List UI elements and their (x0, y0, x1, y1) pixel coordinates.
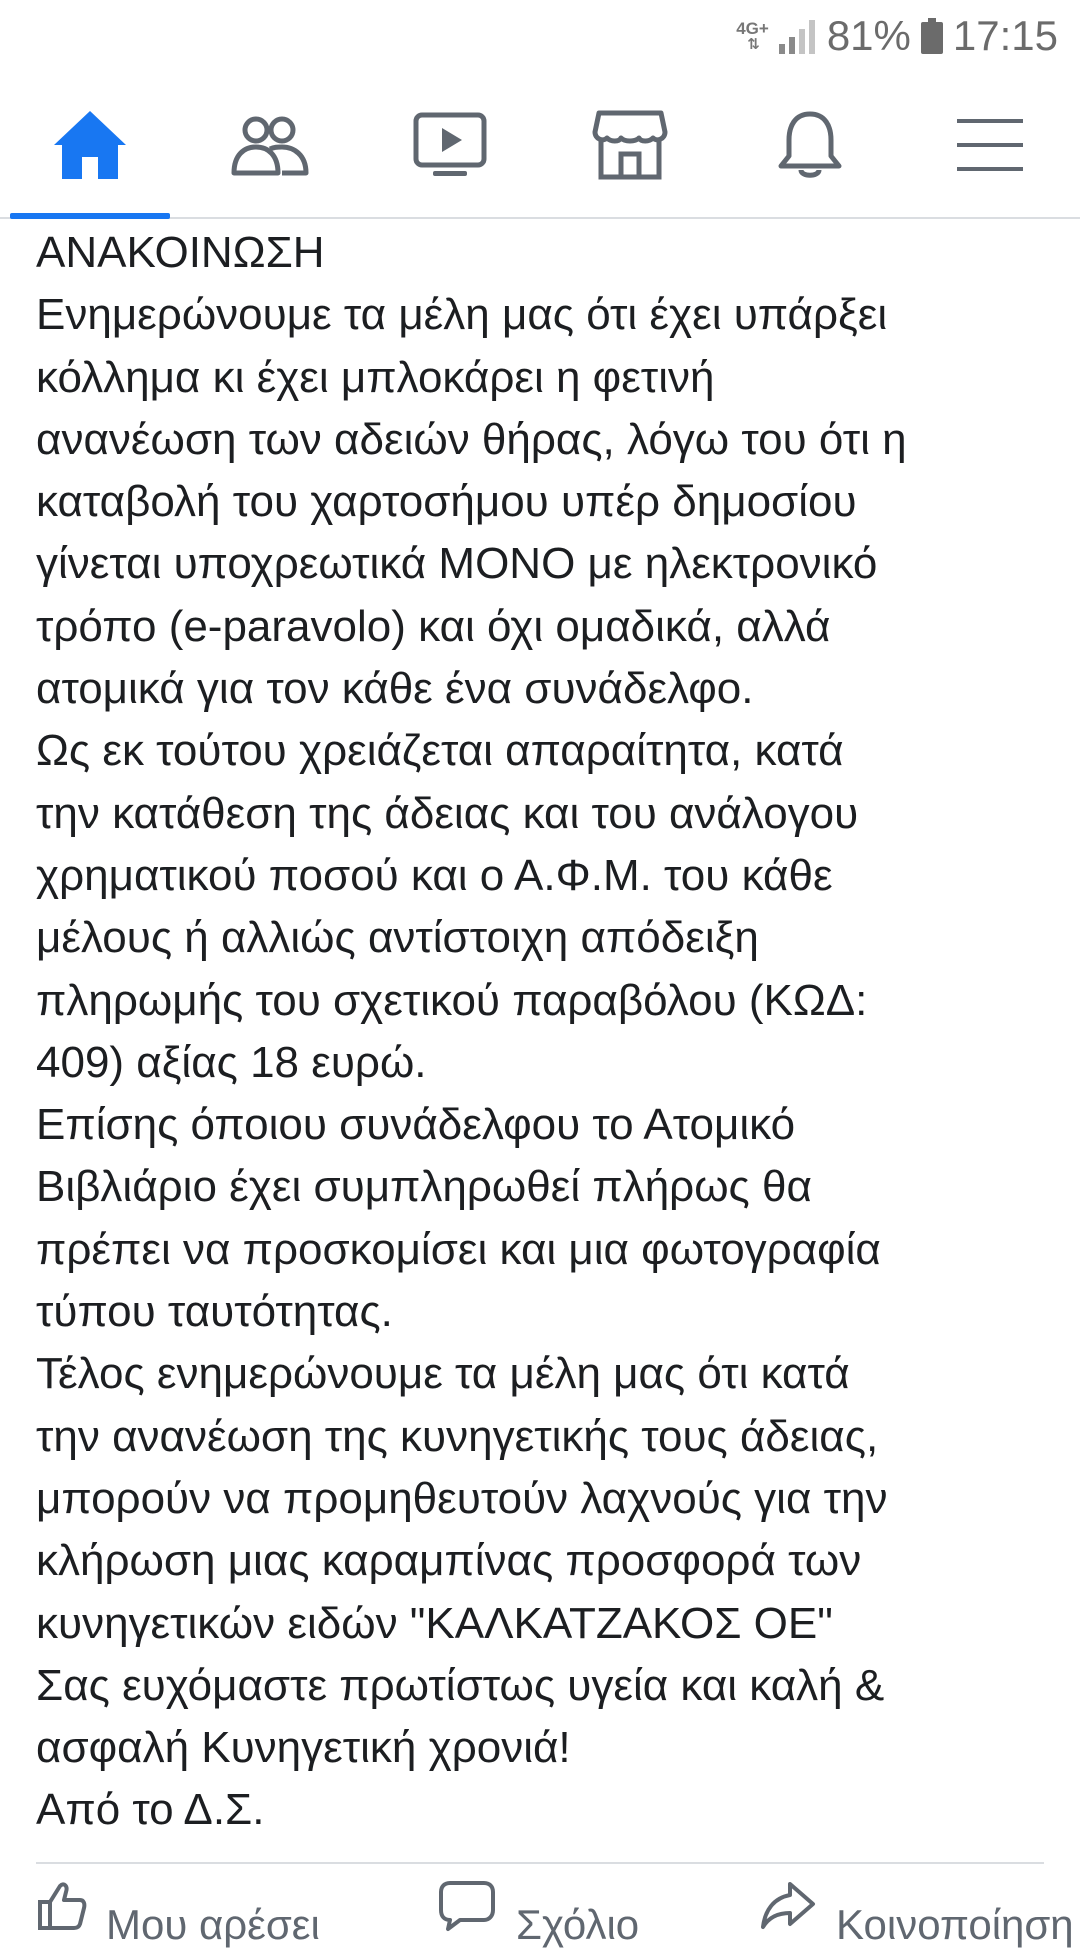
post-text (36, 222, 1046, 1842)
clock: 17:15 (952, 12, 1058, 59)
post-text-line: Ενημερώνουμε τα μέλη μας ότι έχει υπάρξει (36, 290, 888, 340)
post-text-line: Τέλος ενημερώνουμε τα μέλη μας ότι κατά (36, 1349, 850, 1399)
tab-menu[interactable] (900, 72, 1080, 217)
post-text-line: Ως εκ τούτου χρειάζεται απαραίτητα, κατά (36, 726, 844, 776)
video-play-icon (413, 112, 487, 178)
active-tab-indicator (10, 213, 170, 219)
post-text-line: 409) αξίας 18 ευρώ. (36, 1037, 427, 1087)
post-text-line: μπορούν να προμηθευτούν λαχνούς για την (36, 1473, 888, 1523)
post-text-line: ατομικά για τον κάθε ένα συνάδελφο. (36, 664, 754, 714)
tab-marketplace[interactable] (540, 72, 720, 217)
comment-button[interactable] (438, 1880, 639, 1946)
status-bar (0, 0, 1080, 72)
post-heading: ΑΝΑΚΟΙΝΩΣΗ (36, 228, 325, 277)
post-text-line: μέλους ή αλλιώς αντίστοιχη απόδειξη (36, 913, 759, 963)
like-label: Μου αρέσει (106, 1901, 320, 1948)
post-text-line: τύπου ταυτότητας. (36, 1287, 393, 1337)
network-type-indicator (736, 20, 769, 52)
battery-percent: 81% (826, 12, 911, 59)
marketplace-store-icon (593, 110, 667, 180)
network-type-label: 4G+ (736, 19, 769, 38)
post-text-line: Από το Δ.Σ. (36, 1785, 265, 1835)
tab-watch[interactable] (360, 72, 540, 217)
home-icon (52, 109, 128, 181)
top-navigation-bar (0, 72, 1080, 219)
post-text-line: κόλλημα κι έχει μπλοκάρει η φετινή (36, 352, 715, 402)
comment-label: Σχόλιο (516, 1901, 640, 1948)
post-text-line: γίνεται υποχρεωτικά ΜΟΝΟ με ηλεκτρονικό (36, 539, 878, 589)
bell-icon (777, 108, 843, 182)
post-text-line: χρηματικού ποσού και ο Α.Φ.Μ. του κάθε (36, 850, 833, 900)
like-button[interactable] (36, 1880, 320, 1946)
post-text-line: Επίσης όποιου συνάδελφου το Ατομικό (36, 1100, 796, 1150)
friends-icon (230, 113, 310, 177)
battery-icon (921, 18, 943, 54)
share-button[interactable] (760, 1880, 1074, 1946)
tab-home[interactable] (0, 72, 180, 217)
post-text-line: πρέπει να προσκομίσει και μια φωτογραφία (36, 1224, 881, 1274)
post-text-line: Σας ευχόμαστε πρωτίστως υγεία και καλή & (36, 1660, 885, 1710)
share-label: Κοινοποίηση (836, 1901, 1074, 1948)
post-action-bar (0, 1880, 1080, 1948)
post-text-line: κλήρωση μιας καραμπίνας προσφορά των (36, 1536, 862, 1586)
data-arrows-icon: ⇅ (747, 36, 758, 53)
post-text-line: ανανέωση των αδειών θήρας, λόγω του ότι η (36, 414, 907, 464)
post-text-line: ασφαλή Κυνηγετική χρονιά! (36, 1723, 571, 1773)
post-text-line: τρόπο (e-paravolo) και όχι ομαδικά, αλλά (36, 601, 831, 651)
tab-friends[interactable] (180, 72, 360, 217)
post-text-line: πληρωμής του σχετικού παραβόλου (ΚΩΔ: (36, 975, 868, 1025)
signal-strength-icon (779, 18, 817, 54)
tab-notifications[interactable] (720, 72, 900, 217)
post-text-line: καταβολή του χαρτοσήμου υπέρ δημοσίου (36, 477, 857, 527)
status-indicators (736, 10, 1058, 62)
post-text-line: την κατάθεση της άδειας και του ανάλογου (36, 788, 859, 838)
post-text-line: την ανανέωση της κυνηγετικής τους άδειας, (36, 1411, 879, 1461)
post-text-line: Βιβλιάριο έχει συμπληρωθεί πλήρως θα (36, 1162, 812, 1212)
hamburger-menu-icon (957, 117, 1023, 173)
divider (36, 1862, 1044, 1864)
comment-icon (438, 1880, 496, 1930)
share-arrow-icon (760, 1880, 816, 1930)
post-text-line: κυνηγετικών ειδών "ΚΑΛΚΑΤΖΑΚΟΣ ΟΕ" (36, 1598, 833, 1648)
thumbs-up-icon (36, 1880, 86, 1930)
